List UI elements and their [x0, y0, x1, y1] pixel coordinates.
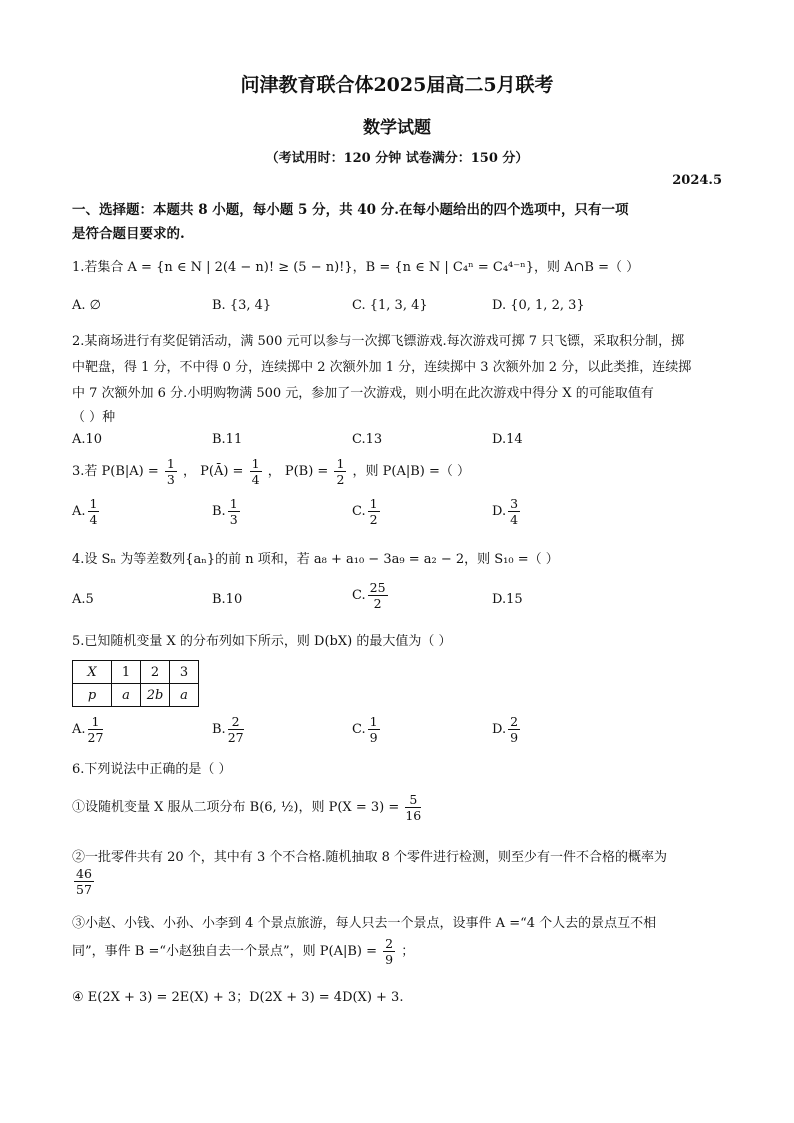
question-2-line3: 中 7 次额外加 6 分.小明购物满 500 元，参加了一次游戏，则小明在此次游戏中得分 X 的可能取值有: [72, 386, 654, 401]
q2-option-d: D.14: [492, 432, 523, 447]
q3-option-b: B. $\frac{1}{3}$: [212, 496, 238, 527]
table-row: X 1 2 3: [73, 661, 199, 684]
q1-option-c: C. {1, 3, 4}: [352, 298, 428, 313]
question-2-line4: （ ）种: [72, 410, 116, 425]
question-2-line1: 2.某商场进行有奖促销活动，满 500 元可以参与一次掷飞镖游戏.每次游戏可掷 7 只飞镖，采取积分制，掷: [72, 334, 685, 349]
q3-fraction-2: $\frac{1}{4}$: [251, 456, 260, 487]
section-heading-line1: 一、选择题：本题共 8 小题，每小题 5 分，共 40 分.在每小题给出的四个选项中，只有一项: [72, 202, 629, 218]
q5-option-b: B. $\frac{2}{27}$: [212, 714, 244, 745]
q5-option-a: A. $\frac{1}{27}$: [72, 714, 104, 745]
q3-mid-2: ， P(B) =: [267, 464, 329, 479]
q4-option-d: D.15: [492, 592, 523, 607]
q6-statement-3-line2: 同”，事件 B =“小赵独自去一个景点”，则 P(A|B) = $\frac{2}{9}$ ；: [72, 936, 415, 967]
q4-option-c: C. $\frac{25}{2}$: [352, 580, 386, 611]
q1-option-b: B. {3, 4}: [212, 298, 272, 313]
q1-option-d: D. {0, 1, 2, 3}: [492, 298, 585, 313]
q3-option-d: D. $\frac{3}{4}$: [492, 496, 519, 527]
q4-option-b: B.10: [212, 592, 243, 607]
q5-option-c: C. $\frac{1}{9}$: [352, 714, 378, 745]
exam-subtitle: 数学试题: [363, 118, 431, 138]
q3-option-c: C. $\frac{1}{2}$: [352, 496, 378, 527]
q6-statement-3-line1: ③小赵、小钱、小孙、小李到 4 个景点旅游，每人只去一个景点，设事件 A =“4 个人去的景点互不相: [72, 916, 657, 931]
q3-fraction-1: $\frac{1}{3}$: [166, 456, 175, 487]
exam-date: 2024.5: [672, 173, 722, 188]
question-4-text: 4.设 Sₙ 为等差数列{aₙ}的前 n 项和，若 a₈ + a₁₀ − 3a₉ = a₂ − 2，则 S₁₀ =（ ）: [72, 552, 559, 567]
question-1-text: 1.若集合 A = {n ∈ N | 2(4 − n)! ≥ (5 − n)!}，B = {n ∈ N | C₄ⁿ = C₄⁴⁻ⁿ}，则 A∩B =（ ）: [72, 260, 640, 275]
q5-option-d: D. $\frac{2}{9}$: [492, 714, 519, 745]
q6-statement-4: ④ E(2X + 3) = 2E(X) + 3；D(2X + 3) = 4D(X) + 3.: [72, 990, 404, 1005]
section-heading-line2: 是符合题目要求的.: [72, 226, 185, 242]
q6-statement-1: ①设随机变量 X 服从二项分布 B(6, ½)，则 P(X = 3) = $\frac{5}{16}$: [72, 792, 422, 823]
distribution-table: [72, 660, 199, 707]
q4-option-a: A.5: [72, 592, 94, 607]
exam-title: 问津教育联合体2025届高二5月联考: [240, 74, 554, 96]
q2-option-c: C.13: [352, 432, 383, 447]
q2-option-b: B.11: [212, 432, 243, 447]
exam-info: （考试用时：120 分钟 试卷满分：150 分）: [265, 151, 529, 166]
q1-option-a: A. ∅: [72, 298, 101, 313]
q3-mid-1: ， P(Ā) =: [183, 464, 244, 479]
table-row: p a 2b a: [73, 684, 199, 707]
question-6-text: 6.下列说法中正确的是（ ）: [72, 762, 232, 777]
q3-fraction-3: $\frac{1}{2}$: [336, 456, 345, 487]
q6-statement-2-fraction: $\frac{46}{57}$: [76, 866, 92, 897]
q3-option-a: A. $\frac{1}{4}$: [72, 496, 98, 527]
q2-option-a: A.10: [72, 432, 103, 447]
question-3-text: [72, 456, 470, 487]
question-2-line2: 中靶盘，得 1 分，不中得 0 分，连续掷中 2 次额外加 1 分，连续掷中 3 次额外加 2 分，以此类推，连续掷: [72, 360, 692, 375]
q3-suffix: ，则 P(A|B) =（ ）: [352, 464, 471, 479]
q3-prefix: 3.若 P(B|A) =: [72, 464, 159, 479]
question-5-text: 5.已知随机变量 X 的分布列如下所示，则 D(bX) 的最大值为（ ）: [72, 634, 452, 649]
q6-statement-2: ②一批零件共有 20 个，其中有 3 个不合格.随机抽取 8 个零件进行检测，则至少有一件不合格的概率为: [72, 850, 668, 865]
